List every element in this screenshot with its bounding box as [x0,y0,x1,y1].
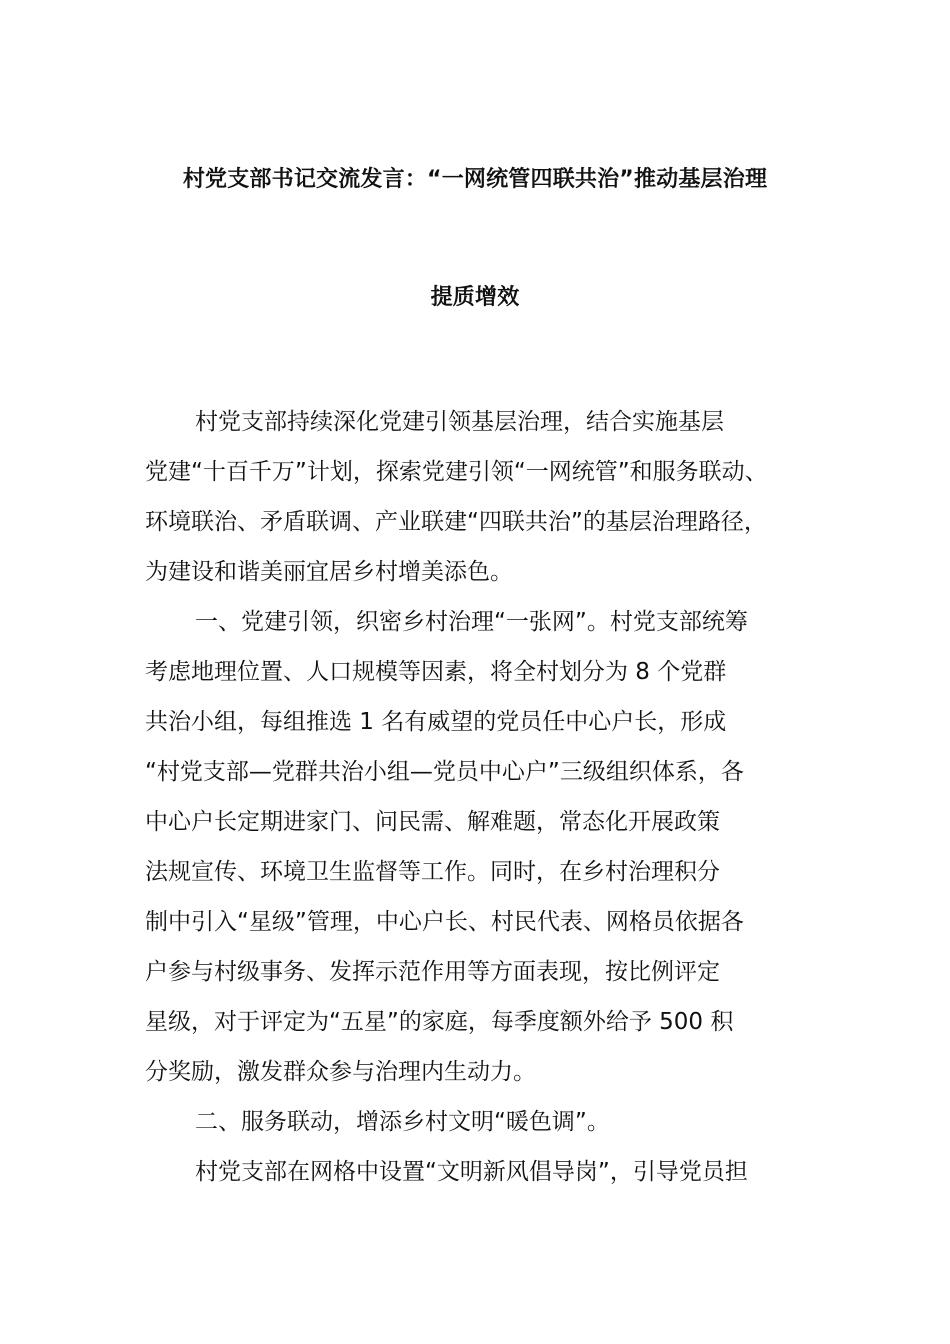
document-title-line-1: 村党支部书记交流发言：“一网统管四联共治”推动基层治理 [182,167,768,192]
section-heading-line: 二、服务联动，增添乡村文明“暖色调”。 [195,1109,610,1135]
body-line: 户参与村级事务、发挥示范作用等方面表现，按比例评定 [145,959,720,985]
body-line: 村党支部持续深化党建引领基层治理，结合实施基层 [195,409,724,435]
section-heading-line: 一、党建引领，织密乡村治理“一张网”。村党支部统筹 [195,609,748,635]
body-line: “村党支部—党群共治小组—党员中心户”三级组织体系，各 [145,759,744,785]
body-line: 考虑地理位置、人口规模等因素，将全村划分为 8 个党群 [145,659,727,685]
body-line: 中心户长定期进家门、问民需、解难题，常态化开展政策 [145,809,720,835]
body-line: 环境联治、矛盾联调、产业联建“四联共治”的基层治理路径， [145,509,767,535]
body-line: 共治小组，每组推选 1 名有威望的党员任中心户长，形成 [145,709,727,735]
body-line: 制中引入“星级”管理，中心户长、村民代表、网格员依据各 [145,909,744,935]
body-line: 星级，对于评定为“五星”的家庭，每季度额外给予 500 积 [145,1009,734,1035]
body-line: 党建“十百千万”计划，探索党建引领“一网统管”和服务联动、 [145,459,768,485]
document-title-line-2: 提质增效 [430,285,520,310]
body-line: 分奖励，激发群众参与治理内生动力。 [145,1059,536,1085]
body-line: 法规宣传、环境卫生监督等工作。同时，在乡村治理积分 [145,859,720,885]
body-line: 村党支部在网格中设置“文明新风倡导岗”，引导党员担 [195,1159,748,1185]
body-line: 为建设和谐美丽宜居乡村增美添色。 [145,559,513,585]
